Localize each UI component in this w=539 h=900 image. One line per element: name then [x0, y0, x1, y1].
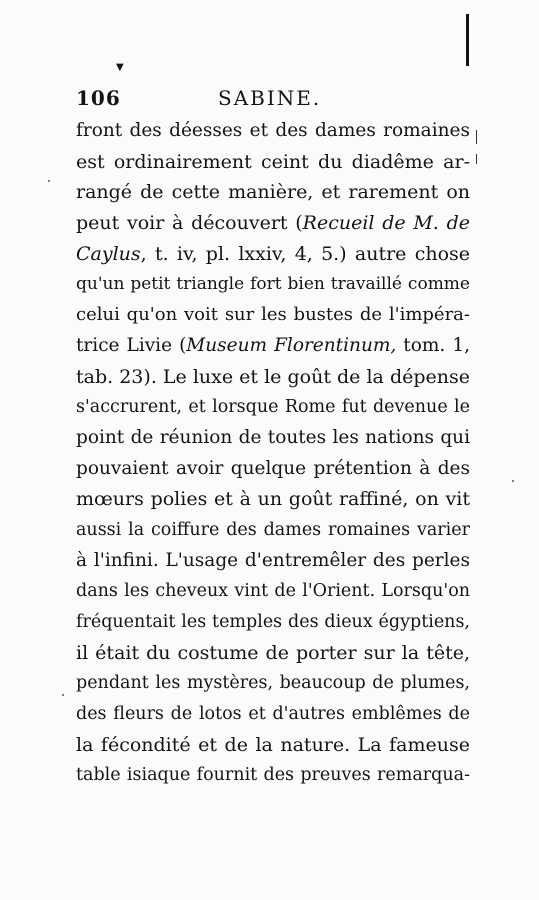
page-number: 106 — [76, 86, 121, 110]
text-run: rangé de cette manière, et rarement on — [76, 181, 470, 204]
text-line — [76, 515, 470, 546]
text-run: table isiaque fournit des preuves remarqua- — [76, 765, 470, 786]
italic-citation: Museum Florentinum, — [186, 334, 397, 356]
text-line — [76, 116, 470, 147]
text-line — [76, 208, 470, 239]
text-run: pendant les mystères, beaucoup de plumes, — [76, 673, 470, 694]
text-line — [76, 668, 470, 699]
text-line — [76, 607, 470, 638]
text-run: est ordinairement ceint du diadême ar- — [76, 150, 470, 173]
text-run: la fécondité et de la nature. La fameuse — [76, 733, 470, 756]
text-run: fréquentait les temples des dieux égyptiens, — [76, 612, 470, 632]
text-line — [76, 239, 470, 270]
text-run: trice Livie ( — [76, 334, 187, 356]
text-line — [76, 699, 470, 730]
text-run: aussi la coiffure des dames romaines varier — [76, 519, 470, 540]
text-run: s'accrurent, et lorsque Rome fut devenue le — [76, 397, 470, 418]
running-head — [76, 86, 476, 112]
text-line — [76, 576, 470, 607]
text-run: peut voir à découvert ( — [76, 212, 303, 235]
text-line — [76, 484, 470, 515]
text-run: , t. iv, pl. lxxiv, 4, 5.) autre chose — [140, 242, 470, 265]
text-run: tom. 1, — [396, 334, 470, 356]
body-text — [76, 116, 470, 791]
printer-mark: ▼ — [116, 62, 124, 73]
text-line — [76, 730, 470, 761]
text-line — [76, 638, 470, 669]
text-line — [76, 546, 470, 577]
italic-citation: Recueil de M. de — [302, 212, 470, 235]
text-run: point de réunion de toutes les nations qui — [76, 426, 470, 448]
text-line — [76, 392, 470, 423]
page-edge-mark — [466, 14, 469, 66]
margin-tick — [476, 130, 477, 144]
text-line — [76, 331, 470, 362]
paper-speck — [512, 480, 514, 482]
text-run: qu'un petit triangle fort bien travaillé comme — [76, 274, 470, 295]
text-line — [76, 760, 470, 791]
text-run: mœurs polies et à un goût raffiné, on vit — [76, 488, 470, 511]
paper-speck — [62, 694, 64, 696]
italic-citation: Caylus — [76, 242, 141, 265]
text-run: celui qu'on voit sur les bustes de l'impéra- — [76, 304, 470, 326]
running-title: SABINE. — [218, 86, 322, 110]
text-run: des fleurs de lotos et d'autres emblêmes de — [76, 704, 470, 725]
paper-speck — [48, 180, 50, 182]
text-run: tab. 23). Le luxe et le goût de la dépense — [76, 365, 470, 388]
text-line — [76, 147, 470, 178]
text-run: front des déesses et des dames romaines — [76, 120, 470, 141]
text-run: pouvaient avoir quelque prétention à des — [76, 457, 470, 479]
text-line — [76, 177, 470, 208]
text-run: il était du costume de porter sur la tête, — [76, 641, 470, 664]
text-line — [76, 300, 470, 331]
text-line — [76, 362, 470, 393]
margin-tick — [476, 154, 477, 164]
text-line — [76, 423, 470, 454]
text-run: dans les cheveux vint de l'Orient. Lorsqu'on — [76, 581, 470, 602]
text-line — [76, 269, 470, 300]
text-run: à l'infini. L'usage d'entremêler des perles — [76, 549, 470, 571]
text-line — [76, 454, 470, 485]
